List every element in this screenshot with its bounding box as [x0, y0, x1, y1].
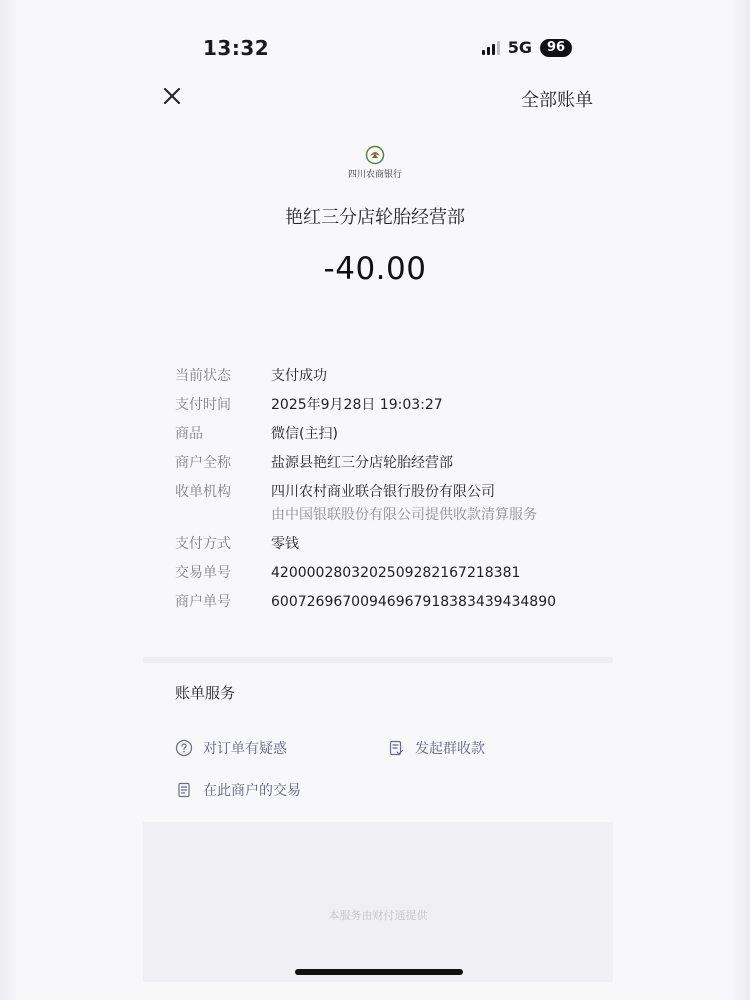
- payment-amount: -40.00: [323, 251, 427, 287]
- detail-label: 支付时间: [175, 397, 231, 413]
- signal-icon: [482, 41, 500, 55]
- detail-row-merchant-order-no: [175, 592, 615, 612]
- section-divider: [143, 657, 613, 663]
- services-grid: [175, 739, 615, 799]
- service-label: 对订单有疑惑: [203, 741, 287, 757]
- detail-row-acquirer: [175, 482, 615, 525]
- merchant-header: [0, 145, 750, 287]
- detail-label: 商品: [175, 426, 203, 442]
- detail-row-time: [175, 395, 615, 415]
- merchant-name: 艳红三分店轮胎经营部: [285, 207, 465, 228]
- bank-logo: [344, 145, 406, 180]
- detail-value: 2025年9月28日 19:03:27: [271, 397, 443, 413]
- all-bills-link[interactable]: 全部账单: [521, 90, 593, 111]
- group-pay-button[interactable]: [387, 739, 599, 757]
- group-pay-icon: [387, 739, 405, 757]
- detail-label: 交易单号: [175, 565, 231, 581]
- detail-row-transaction-no: [175, 563, 615, 583]
- payment-details: [175, 366, 615, 621]
- detail-value: 支付成功: [271, 368, 327, 384]
- service-label: 发起群收款: [415, 741, 485, 757]
- close-icon: [162, 86, 182, 106]
- detail-label: 商户全称: [175, 455, 231, 471]
- network-label: 5G: [507, 38, 532, 57]
- detail-row-status: [175, 366, 615, 386]
- bank-logo-text: 四川农商银行: [347, 170, 402, 180]
- status-indicators: [482, 38, 572, 57]
- detail-value-group: [271, 482, 615, 525]
- bill-services: [175, 682, 615, 799]
- detail-label: 商户单号: [175, 594, 231, 610]
- service-label: 在此商户的交易: [203, 783, 301, 799]
- detail-row-product: [175, 424, 615, 444]
- detail-label: 收单机构: [175, 484, 231, 500]
- top-navigation: [0, 80, 750, 116]
- question-icon: [175, 739, 193, 757]
- footer-panel: [143, 822, 613, 982]
- detail-value: 零钱: [271, 536, 299, 552]
- services-title: 账单服务: [175, 684, 236, 702]
- detail-subvalue: 由中国银联股份有限公司提供收款清算服务: [271, 507, 537, 523]
- detail-value: 600726967009469679183834394348​90: [271, 594, 557, 610]
- status-time: 13:32: [203, 36, 270, 60]
- status-bar: [0, 30, 750, 66]
- detail-row-merchant-fullname: [175, 453, 615, 473]
- detail-value: 四川农村商业联合银行股份有限公司: [271, 484, 495, 500]
- footer-note: 本服务由财付通提供: [328, 909, 428, 922]
- detail-value: 4200002803202509282167218381: [271, 565, 521, 581]
- detail-row-payment-method: [175, 534, 615, 554]
- detail-label: 当前状态: [175, 368, 231, 384]
- bank-emblem-icon: [364, 145, 386, 165]
- receipt-icon: [175, 781, 193, 799]
- detail-value: 盐源县艳红三分店轮胎经营部: [271, 455, 453, 471]
- merchant-transactions-button[interactable]: [175, 781, 387, 799]
- battery-badge: 96: [540, 39, 572, 57]
- close-button[interactable]: [158, 82, 186, 110]
- detail-label: 支付方式: [175, 536, 231, 552]
- home-indicator: [295, 969, 463, 975]
- question-order-button[interactable]: [175, 739, 387, 757]
- detail-value: 微信(主扫): [271, 426, 338, 442]
